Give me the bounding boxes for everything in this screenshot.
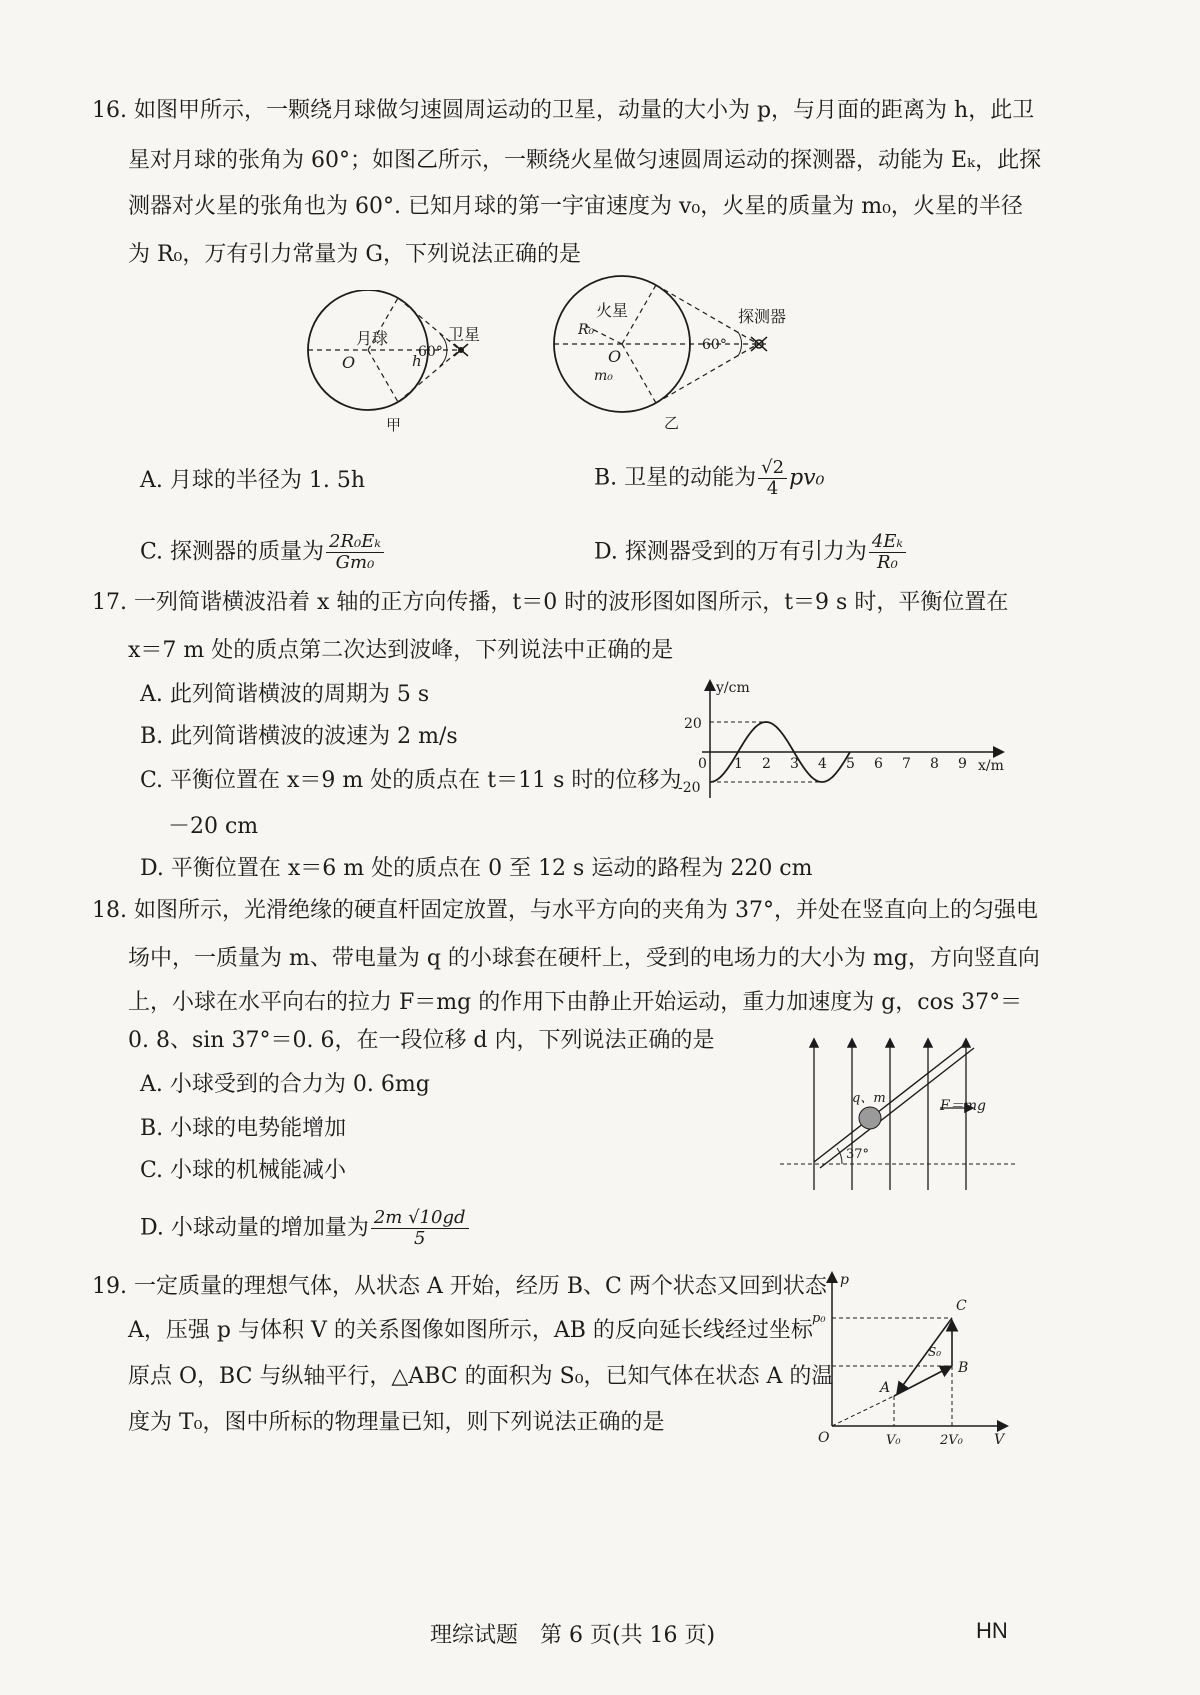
- q18-option-c: C. 小球的机械能减小: [140, 1158, 347, 1183]
- label-o: O: [818, 1430, 830, 1446]
- q17-option-c: C. 平衡位置在 x＝9 m 处的质点在 t＝11 s 时的位移为: [140, 768, 682, 793]
- q16-b-tail: pv₀: [789, 465, 825, 491]
- q16-d-fraction: $\frac{\text{4Eₖ}}{\text{R₀}}$: [869, 532, 906, 573]
- label-moon: 月球: [356, 329, 389, 348]
- q19-line3: 原点 O，BC 与纵轴平行，△ABC 的面积为 S₀，已知气体在状态 A 的温: [128, 1364, 834, 1389]
- q16-line1: 16. 如图甲所示，一颗绕月球做匀速圆周运动的卫星，动量的大小为 p，与月面的距离为 h，此卫: [92, 98, 1035, 123]
- label-m0: m₀: [594, 368, 613, 384]
- x-axis-label: x/m: [978, 758, 1004, 774]
- x-tick-labels: [734, 756, 967, 772]
- q16-option-d: [594, 532, 908, 573]
- q16-option-b: [594, 458, 824, 499]
- wave-graph: [672, 672, 1032, 812]
- label-a: A: [880, 1380, 891, 1396]
- footer-code: HN: [976, 1618, 1008, 1643]
- rod-field-figure: [780, 1030, 1020, 1198]
- q17-option-d: D. 平衡位置在 x＝6 m 处的质点在 0 至 12 s 运动的路程为 220 cm: [140, 856, 813, 881]
- q18-line3: 上，小球在水平向右的拉力 F＝mg 的作用下由静止开始运动，重力加速度为 g，cos 37°＝: [128, 990, 1023, 1015]
- pv-diagram: [810, 1268, 1020, 1448]
- y-axis-label: y/cm: [716, 680, 750, 696]
- x-tick-9: 9: [958, 756, 967, 772]
- q17-option-c-cont: －20 cm: [168, 814, 259, 839]
- label-o-yi: O: [608, 347, 622, 366]
- q16-b-text: B. 卫星的动能为: [594, 465, 757, 491]
- q19-line2: A，压强 p 与体积 V 的关系图像如图所示，AB 的反向延长线经过坐标: [128, 1318, 813, 1343]
- x-tick-3: 3: [790, 756, 799, 772]
- q17-option-b: B. 此列简谐横波的波速为 2 m/s: [140, 724, 458, 749]
- figure-yi-mars: [552, 262, 842, 462]
- q16-b-fraction: $\frac{√2}{4}$: [758, 458, 787, 499]
- q16-line4: 为 R₀，万有引力常量为 G，下列说法正确的是: [128, 242, 581, 267]
- q18-line4: 0. 8、sin 37°＝0. 6，在一段位移 d 内，下列说法正确的是: [128, 1028, 715, 1053]
- figure-jia-moon: [290, 290, 520, 440]
- label-p: p: [840, 1272, 849, 1288]
- x-tick-7: 7: [902, 756, 911, 772]
- charged-ball: [859, 1107, 881, 1129]
- label-v0: V₀: [886, 1433, 901, 1448]
- x-tick-6: 6: [874, 756, 883, 772]
- caption-jia: 甲: [386, 416, 402, 434]
- q17-line1: 17. 一列简谐横波沿着 x 轴的正方向传播，t＝0 时的波形图如图所示，t＝9 s 时，平衡位置在: [92, 590, 1009, 615]
- label-o-jia: O: [342, 353, 356, 372]
- q18-option-a: A. 小球受到的合力为 0. 6mg: [140, 1072, 430, 1097]
- q16-line2: 星对月球的张角为 60°；如图乙所示，一颗绕火星做匀速圆周运动的探测器，动能为 Eₖ，此探: [128, 148, 1042, 173]
- q18-line2: 场中，一质量为 m、带电量为 q 的小球套在硬杆上，受到的电场力的大小为 mg，方向竖直向: [128, 946, 1040, 971]
- label-probe: 探测器: [738, 307, 787, 326]
- q19-line1: 19. 一定质量的理想气体，从状态 A 开始，经历 B、C 两个状态又回到状态: [92, 1274, 827, 1299]
- origin-label: 0: [698, 756, 707, 772]
- label-angle-yi: 60°: [702, 337, 727, 353]
- caption-yi: 乙: [664, 414, 680, 432]
- x-tick-5: 5: [846, 756, 855, 772]
- y-tick-top: 20: [684, 716, 702, 732]
- page-footer: 理综试题 第 6 页(共 16 页): [430, 1623, 716, 1648]
- label-qm: q、m: [852, 1091, 886, 1106]
- x-tick-4: 4: [818, 756, 827, 772]
- q17-option-a: A. 此列简谐横波的周期为 5 s: [140, 682, 430, 707]
- label-r0: R₀: [578, 322, 595, 338]
- label-c: C: [956, 1298, 967, 1314]
- q19-line4: 度为 T₀，图中所标的物理量已知，则下列说法正确的是: [128, 1410, 665, 1435]
- label-angle-37: 37°: [846, 1147, 870, 1162]
- electric-field-lines: [814, 1040, 966, 1190]
- q18-d-fraction: $\frac{2m √10gd}{5}$: [371, 1208, 469, 1249]
- label-b: B: [958, 1360, 969, 1376]
- q17-line2: x＝7 m 处的质点第二次达到波峰，下列说法中正确的是: [128, 638, 674, 663]
- label-s0: S₀: [928, 1345, 942, 1359]
- label-force: F＝mg: [940, 1098, 986, 1114]
- label-h: h: [412, 352, 422, 370]
- q18-option-d: [140, 1208, 471, 1249]
- label-v: V: [994, 1432, 1005, 1448]
- label-satellite: 卫星: [448, 325, 481, 344]
- label-2v0: 2V₀: [940, 1433, 963, 1448]
- label-p0: p₀: [812, 1311, 826, 1326]
- q16-c-fraction: $\frac{\text{2R₀Eₖ}}{\text{Gm₀}}$: [326, 532, 384, 573]
- q18-line1: 18. 如图所示，光滑绝缘的硬直杆固定放置，与水平方向的夹角为 37°，并处在竖直向上的匀强电: [92, 898, 1038, 923]
- x-tick-1: 1: [734, 756, 743, 772]
- x-tick-2: 2: [762, 756, 771, 772]
- q18-d-text: D. 小球动量的增加量为: [140, 1215, 369, 1241]
- q16-line3: 测器对火星的张角也为 60°. 已知月球的第一宇宙速度为 v₀，火星的质量为 m₀，火星的半径: [128, 194, 1023, 219]
- y-tick-bottom: -20: [678, 780, 701, 796]
- q16-option-c: [140, 532, 386, 573]
- q16-d-text: D. 探测器受到的万有引力为: [594, 539, 867, 565]
- q18-option-b: B. 小球的电势能增加: [140, 1116, 347, 1141]
- label-mars: 火星: [596, 301, 629, 320]
- q16-option-a: A. 月球的半径为 1. 5h: [140, 468, 366, 493]
- q16-c-text: C. 探测器的质量为: [140, 539, 325, 565]
- label-angle-jia: 60°: [418, 344, 443, 360]
- x-tick-8: 8: [930, 756, 939, 772]
